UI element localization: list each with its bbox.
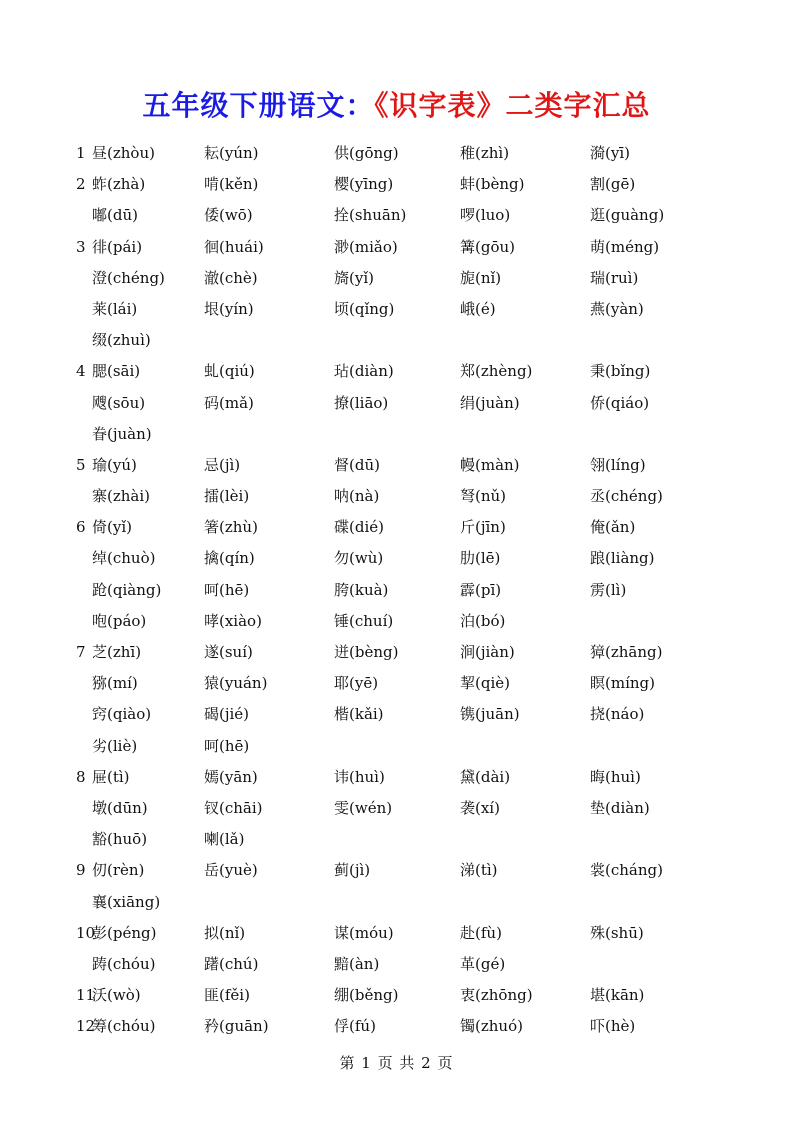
character-entry: 喇(lǎ) <box>204 830 245 849</box>
character-row <box>76 543 756 574</box>
character-entry: 擂(lèi) <box>204 487 250 506</box>
character-entry: 殊(shū) <box>590 923 644 942</box>
character-row <box>76 325 756 356</box>
character-entry: 黯(àn) <box>334 954 380 973</box>
character-row <box>76 200 756 231</box>
character-entry: 翎(líng) <box>590 455 646 474</box>
character-entry: 箸(zhù) <box>204 518 258 537</box>
character-entry: 倚(yǐ) <box>92 518 132 537</box>
group-number: 12 <box>76 1017 96 1036</box>
group-number: 4 <box>76 362 86 381</box>
title-part-subject: 《识字表》二类字汇总 <box>374 89 651 122</box>
character-row <box>76 918 756 949</box>
character-entry: 眷(juàn) <box>92 424 152 443</box>
character-entry: 篝(gōu) <box>460 237 515 256</box>
character-entry: 瞑(míng) <box>590 674 655 693</box>
character-row <box>76 762 756 793</box>
character-entry: 澄(chéng) <box>92 268 165 287</box>
character-entry: 供(gōng) <box>334 144 399 162</box>
character-entry: 挈(qiè) <box>460 674 510 693</box>
character-entry: 忌(jì) <box>204 455 241 474</box>
character-entry: 迸(bèng) <box>334 643 399 661</box>
title-part-grade: 五年级下册语文： <box>142 89 375 122</box>
character-row <box>76 575 756 606</box>
character-entry: 雳(lì) <box>590 580 627 599</box>
character-entry: 裳(cháng) <box>590 861 663 880</box>
character-entry: 缀(zhuì) <box>92 331 151 350</box>
group-number: 6 <box>76 518 86 537</box>
character-row <box>76 294 756 325</box>
character-entry: 衷(zhōng) <box>460 986 533 1005</box>
character-entry: 岳(yuè) <box>204 861 258 880</box>
character-entry: 躇(chú) <box>204 954 259 973</box>
character-entry: 侨(qiáo) <box>590 393 650 412</box>
character-entry: 丞(chéng) <box>590 487 663 506</box>
character-entry: 莱(lái) <box>92 299 138 318</box>
character-row <box>76 637 756 668</box>
character-entry: 楷(kǎi) <box>334 705 384 724</box>
character-row <box>76 169 756 200</box>
character-row <box>76 481 756 512</box>
character-entry: 割(gē) <box>590 175 636 194</box>
character-entry: 稚(zhì) <box>460 144 510 162</box>
character-entry: 旎(nǐ) <box>460 268 502 287</box>
character-entry: 哮(xiào) <box>204 611 262 630</box>
character-entry: 勿(wù) <box>334 549 384 568</box>
character-row <box>76 668 756 699</box>
character-entry: 燕(yàn) <box>590 299 644 318</box>
character-entry: 瑜(yú) <box>92 455 137 474</box>
character-entry: 樱(yīng) <box>334 175 394 194</box>
character-entry: 峨(é) <box>460 299 496 318</box>
character-row <box>76 699 756 730</box>
character-entry: 漪(yī) <box>590 144 630 162</box>
character-entry: 堪(kān) <box>590 986 645 1005</box>
character-entry: 襄(xiāng) <box>92 892 161 911</box>
character-row <box>76 356 756 387</box>
character-row <box>76 949 756 980</box>
character-entry: 筹(chóu) <box>92 1017 156 1036</box>
character-row <box>76 1011 756 1042</box>
character-entry: 豁(huō) <box>92 830 148 849</box>
character-entry: 呵(hē) <box>204 580 250 599</box>
character-entry: 拴(shuān) <box>334 206 407 225</box>
character-entry: 俘(fú) <box>334 1017 376 1036</box>
character-entry: 吓(hè) <box>590 1017 636 1036</box>
character-entry: 垠(yín) <box>204 299 254 318</box>
character-entry: 斤(jīn) <box>460 518 506 537</box>
character-entry: 飕(sōu) <box>92 393 146 412</box>
character-entry: 瑞(ruì) <box>590 268 639 287</box>
character-entry: 踉(liàng) <box>590 549 655 568</box>
character-entry: 芝(zhī) <box>92 643 142 661</box>
character-entry: 猿(yuán) <box>204 674 268 693</box>
character-entry: 墩(dūn) <box>92 798 148 817</box>
character-entry: 仞(rèn) <box>92 861 145 880</box>
character-entry: 钗(chāi) <box>204 798 263 817</box>
character-entry: 匪(fěi) <box>204 986 250 1005</box>
character-table <box>76 138 756 1042</box>
character-row <box>76 450 756 481</box>
character-entry: 啰(luo) <box>460 206 511 225</box>
character-entry: 猕(mí) <box>92 674 138 693</box>
character-entry: 蚱(zhà) <box>92 175 146 194</box>
character-entry: 雯(wén) <box>334 798 393 817</box>
character-row <box>76 731 756 762</box>
character-row <box>76 980 756 1011</box>
character-row <box>76 419 756 450</box>
page-footer: 第 1 页 共 2 页 <box>339 1054 454 1072</box>
character-entry: 倭(wō) <box>204 206 253 225</box>
group-number: 1 <box>76 144 86 162</box>
character-entry: 晦(huì) <box>590 767 641 786</box>
character-row <box>76 887 756 918</box>
character-entry: 耘(yún) <box>204 144 259 162</box>
character-entry: 顷(qǐng) <box>334 299 395 318</box>
character-entry: 澈(chè) <box>204 268 258 287</box>
character-entry: 獐(zhāng) <box>590 643 663 661</box>
character-entry: 袭(xí) <box>460 798 500 817</box>
character-row <box>76 388 756 419</box>
character-entry: 屉(tì) <box>92 767 130 786</box>
character-entry: 督(dū) <box>334 455 380 474</box>
character-entry: 玷(diàn) <box>334 362 394 381</box>
group-number: 2 <box>76 175 86 194</box>
character-entry: 呐(nà) <box>334 487 380 506</box>
character-entry: 涕(tì) <box>460 861 498 880</box>
character-entry: 蓟(jì) <box>334 861 371 880</box>
character-entry: 劣(liè) <box>92 736 138 755</box>
character-entry: 碣(jié) <box>204 705 250 724</box>
character-entry: 锤(chuí) <box>334 611 394 630</box>
character-entry: 挠(náo) <box>590 705 645 724</box>
character-entry: 徘(pái) <box>92 237 143 256</box>
character-entry: 肋(lē) <box>460 549 501 568</box>
character-entry: 幔(màn) <box>460 455 520 474</box>
character-entry: 垫(diàn) <box>590 798 650 817</box>
character-entry: 俺(ǎn) <box>590 518 636 537</box>
group-number: 5 <box>76 455 86 474</box>
character-entry: 镯(zhuó) <box>460 1017 523 1036</box>
character-entry: 萌(méng) <box>590 237 660 256</box>
character-entry: 绷(běng) <box>334 986 399 1005</box>
character-entry: 逛(guàng) <box>590 206 665 225</box>
character-entry: 沃(wò) <box>92 986 141 1005</box>
character-entry: 郑(zhèng) <box>460 362 533 381</box>
group-number: 3 <box>76 237 86 256</box>
character-entry: 镌(juān) <box>460 705 520 724</box>
group-number: 7 <box>76 643 86 661</box>
group-number: 9 <box>76 861 86 880</box>
character-entry: 黛(dài) <box>460 767 511 786</box>
character-entry: 虬(qiú) <box>204 362 255 381</box>
page-title <box>0 84 793 124</box>
character-row <box>76 263 756 294</box>
character-entry: 涧(jiàn) <box>460 643 515 661</box>
character-entry: 拟(nǐ) <box>204 923 246 942</box>
character-entry: 撩(liāo) <box>334 393 389 412</box>
character-entry: 昼(zhòu) <box>92 144 155 162</box>
character-entry: 旖(yǐ) <box>334 268 374 287</box>
character-entry: 彭(péng) <box>92 923 157 942</box>
character-entry: 蚌(bèng) <box>460 175 525 194</box>
character-entry: 窍(qiào) <box>92 705 152 724</box>
character-row <box>76 138 756 169</box>
character-entry: 遂(suí) <box>204 643 253 661</box>
character-entry: 腮(sāi) <box>92 362 141 381</box>
character-entry: 跄(qiàng) <box>92 580 162 599</box>
character-entry: 绰(chuò) <box>92 549 156 568</box>
character-entry: 赴(fù) <box>460 923 502 942</box>
group-number: 11 <box>76 986 96 1005</box>
character-entry: 码(mǎ) <box>204 393 254 412</box>
group-number: 10 <box>76 923 96 942</box>
character-entry: 耶(yē) <box>334 674 379 693</box>
character-row <box>76 793 756 824</box>
character-entry: 咆(páo) <box>92 611 147 630</box>
character-row <box>76 855 756 886</box>
character-entry: 矜(guān) <box>204 1017 269 1036</box>
character-entry: 踌(chóu) <box>92 954 156 973</box>
character-entry: 讳(huì) <box>334 767 385 786</box>
character-entry: 嫣(yān) <box>204 767 258 786</box>
character-entry: 秉(bǐng) <box>590 362 651 381</box>
character-row <box>76 824 756 855</box>
character-entry: 擒(qín) <box>204 549 255 568</box>
character-row <box>76 512 756 543</box>
character-entry: 霹(pī) <box>460 580 502 599</box>
character-entry: 碟(dié) <box>334 518 384 537</box>
character-row <box>76 232 756 263</box>
character-entry: 革(gé) <box>460 954 506 973</box>
character-entry: 渺(miǎo) <box>334 237 398 256</box>
character-entry: 谋(móu) <box>334 923 394 942</box>
character-entry: 绢(juàn) <box>460 393 520 412</box>
character-entry: 呵(hē) <box>204 736 250 755</box>
character-entry: 嘟(dū) <box>92 206 138 225</box>
character-entry: 泊(bó) <box>460 611 506 630</box>
character-entry: 弩(nǔ) <box>460 487 507 506</box>
character-entry: 徊(huái) <box>204 237 264 256</box>
group-number: 8 <box>76 767 86 786</box>
character-row <box>76 606 756 637</box>
character-entry: 寨(zhài) <box>92 487 151 506</box>
character-entry: 胯(kuà) <box>334 580 389 599</box>
character-entry: 啃(kěn) <box>204 175 259 194</box>
